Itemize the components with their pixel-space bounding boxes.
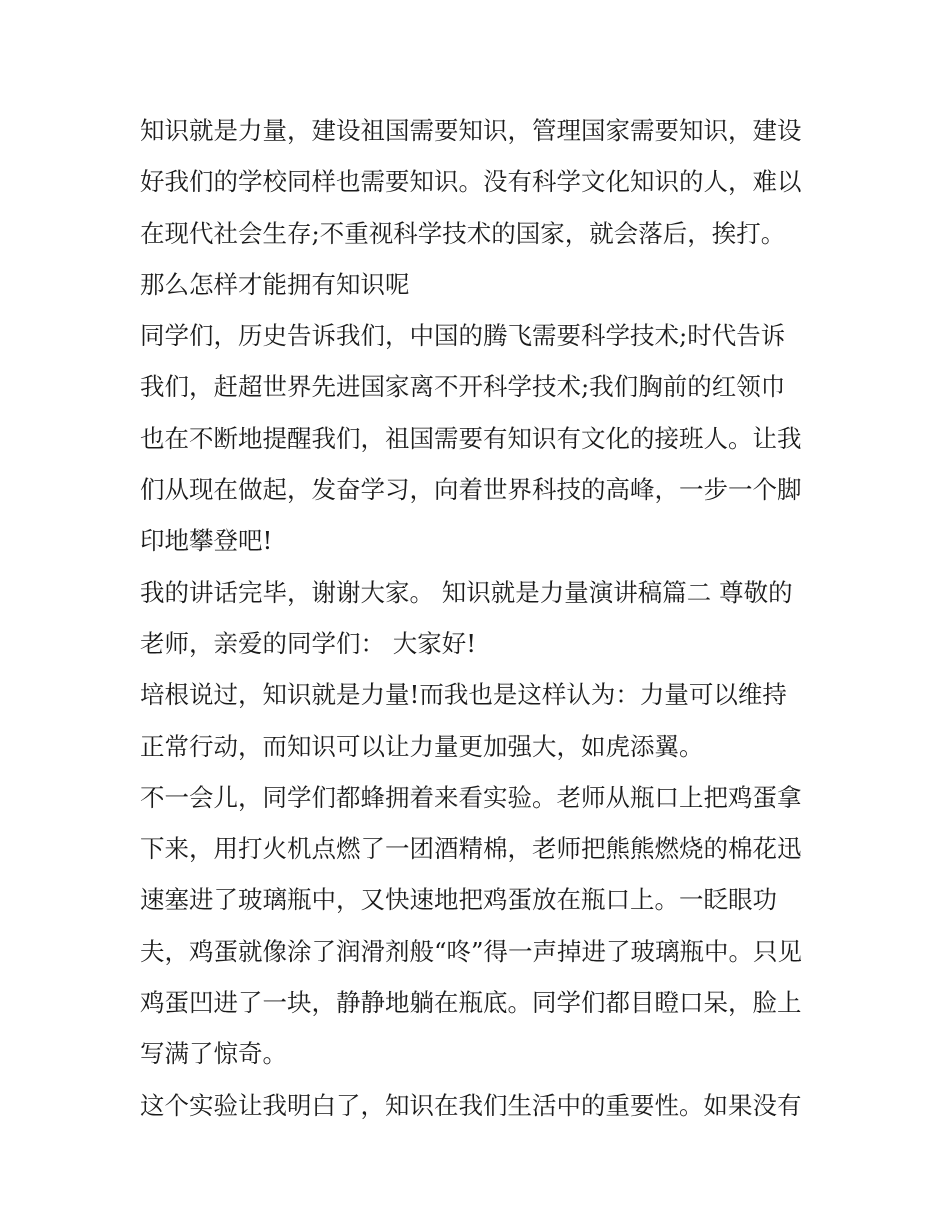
text-line: 不一会儿，同学们都蜂拥着来看实验。老师从瓶口上把鸡蛋拿: [140, 782, 802, 812]
text-line: 我的讲话完毕，谢谢大家。 知识就是力量演讲稿篇二 尊敬的: [140, 577, 793, 607]
text-line: 培根说过，知识就是力量!而我也是这样认为：力量可以维持: [140, 680, 787, 710]
text-line: 这个实验让我明白了，知识在我们生活中的重要性。如果没有: [140, 1090, 802, 1120]
text-line: 正常行动，而知识可以让力量更加强大，如虎添翼。: [140, 731, 704, 761]
text-line: 夫，鸡蛋就像涂了润滑剂般“咚”得一声掉进了玻璃瓶中。只见: [140, 936, 803, 966]
text-line: 鸡蛋凹进了一块，静静地躺在瓶底。同学们都目瞪口呆，脸上: [140, 988, 802, 1018]
text-line: 老师，亲爱的同学们： 大家好!: [140, 628, 477, 658]
text-line: 我们，赶超世界先进国家离不开科学技术;我们胸前的红领巾: [140, 372, 786, 402]
body-text: [140, 105, 816, 1131]
text-line: 在现代社会生存;不重视科学技术的国家，就会落后，挨打。: [140, 218, 786, 248]
text-line: 知识就是力量，建设祖国需要知识，管理国家需要知识，建设: [140, 116, 802, 145]
text-line: 写满了惊奇。: [140, 1039, 287, 1069]
text-line: 下来，用打火机点燃了一团酒精棉，老师把熊熊燃烧的棉花迅: [140, 834, 802, 864]
text-line: 速塞进了玻璃瓶中，又快速地把鸡蛋放在瓶口上。一眨眼功: [140, 885, 777, 915]
text-line: 好我们的学校同样也需要知识。没有科学文化知识的人，难以: [140, 167, 802, 197]
text-line: 也在不断地提醒我们，祖国需要有知识有文化的接班人。让我: [140, 423, 802, 453]
text-line: 那么怎样才能拥有知识呢: [140, 269, 410, 299]
text-line: 们从现在做起，发奋学习，向着世界科技的高峰，一步一个脚: [140, 475, 802, 505]
text-line: 同学们，历史告诉我们，中国的腾飞需要科学技术;时代告诉: [140, 321, 786, 351]
text-line: 印地攀登吧!: [140, 526, 273, 556]
